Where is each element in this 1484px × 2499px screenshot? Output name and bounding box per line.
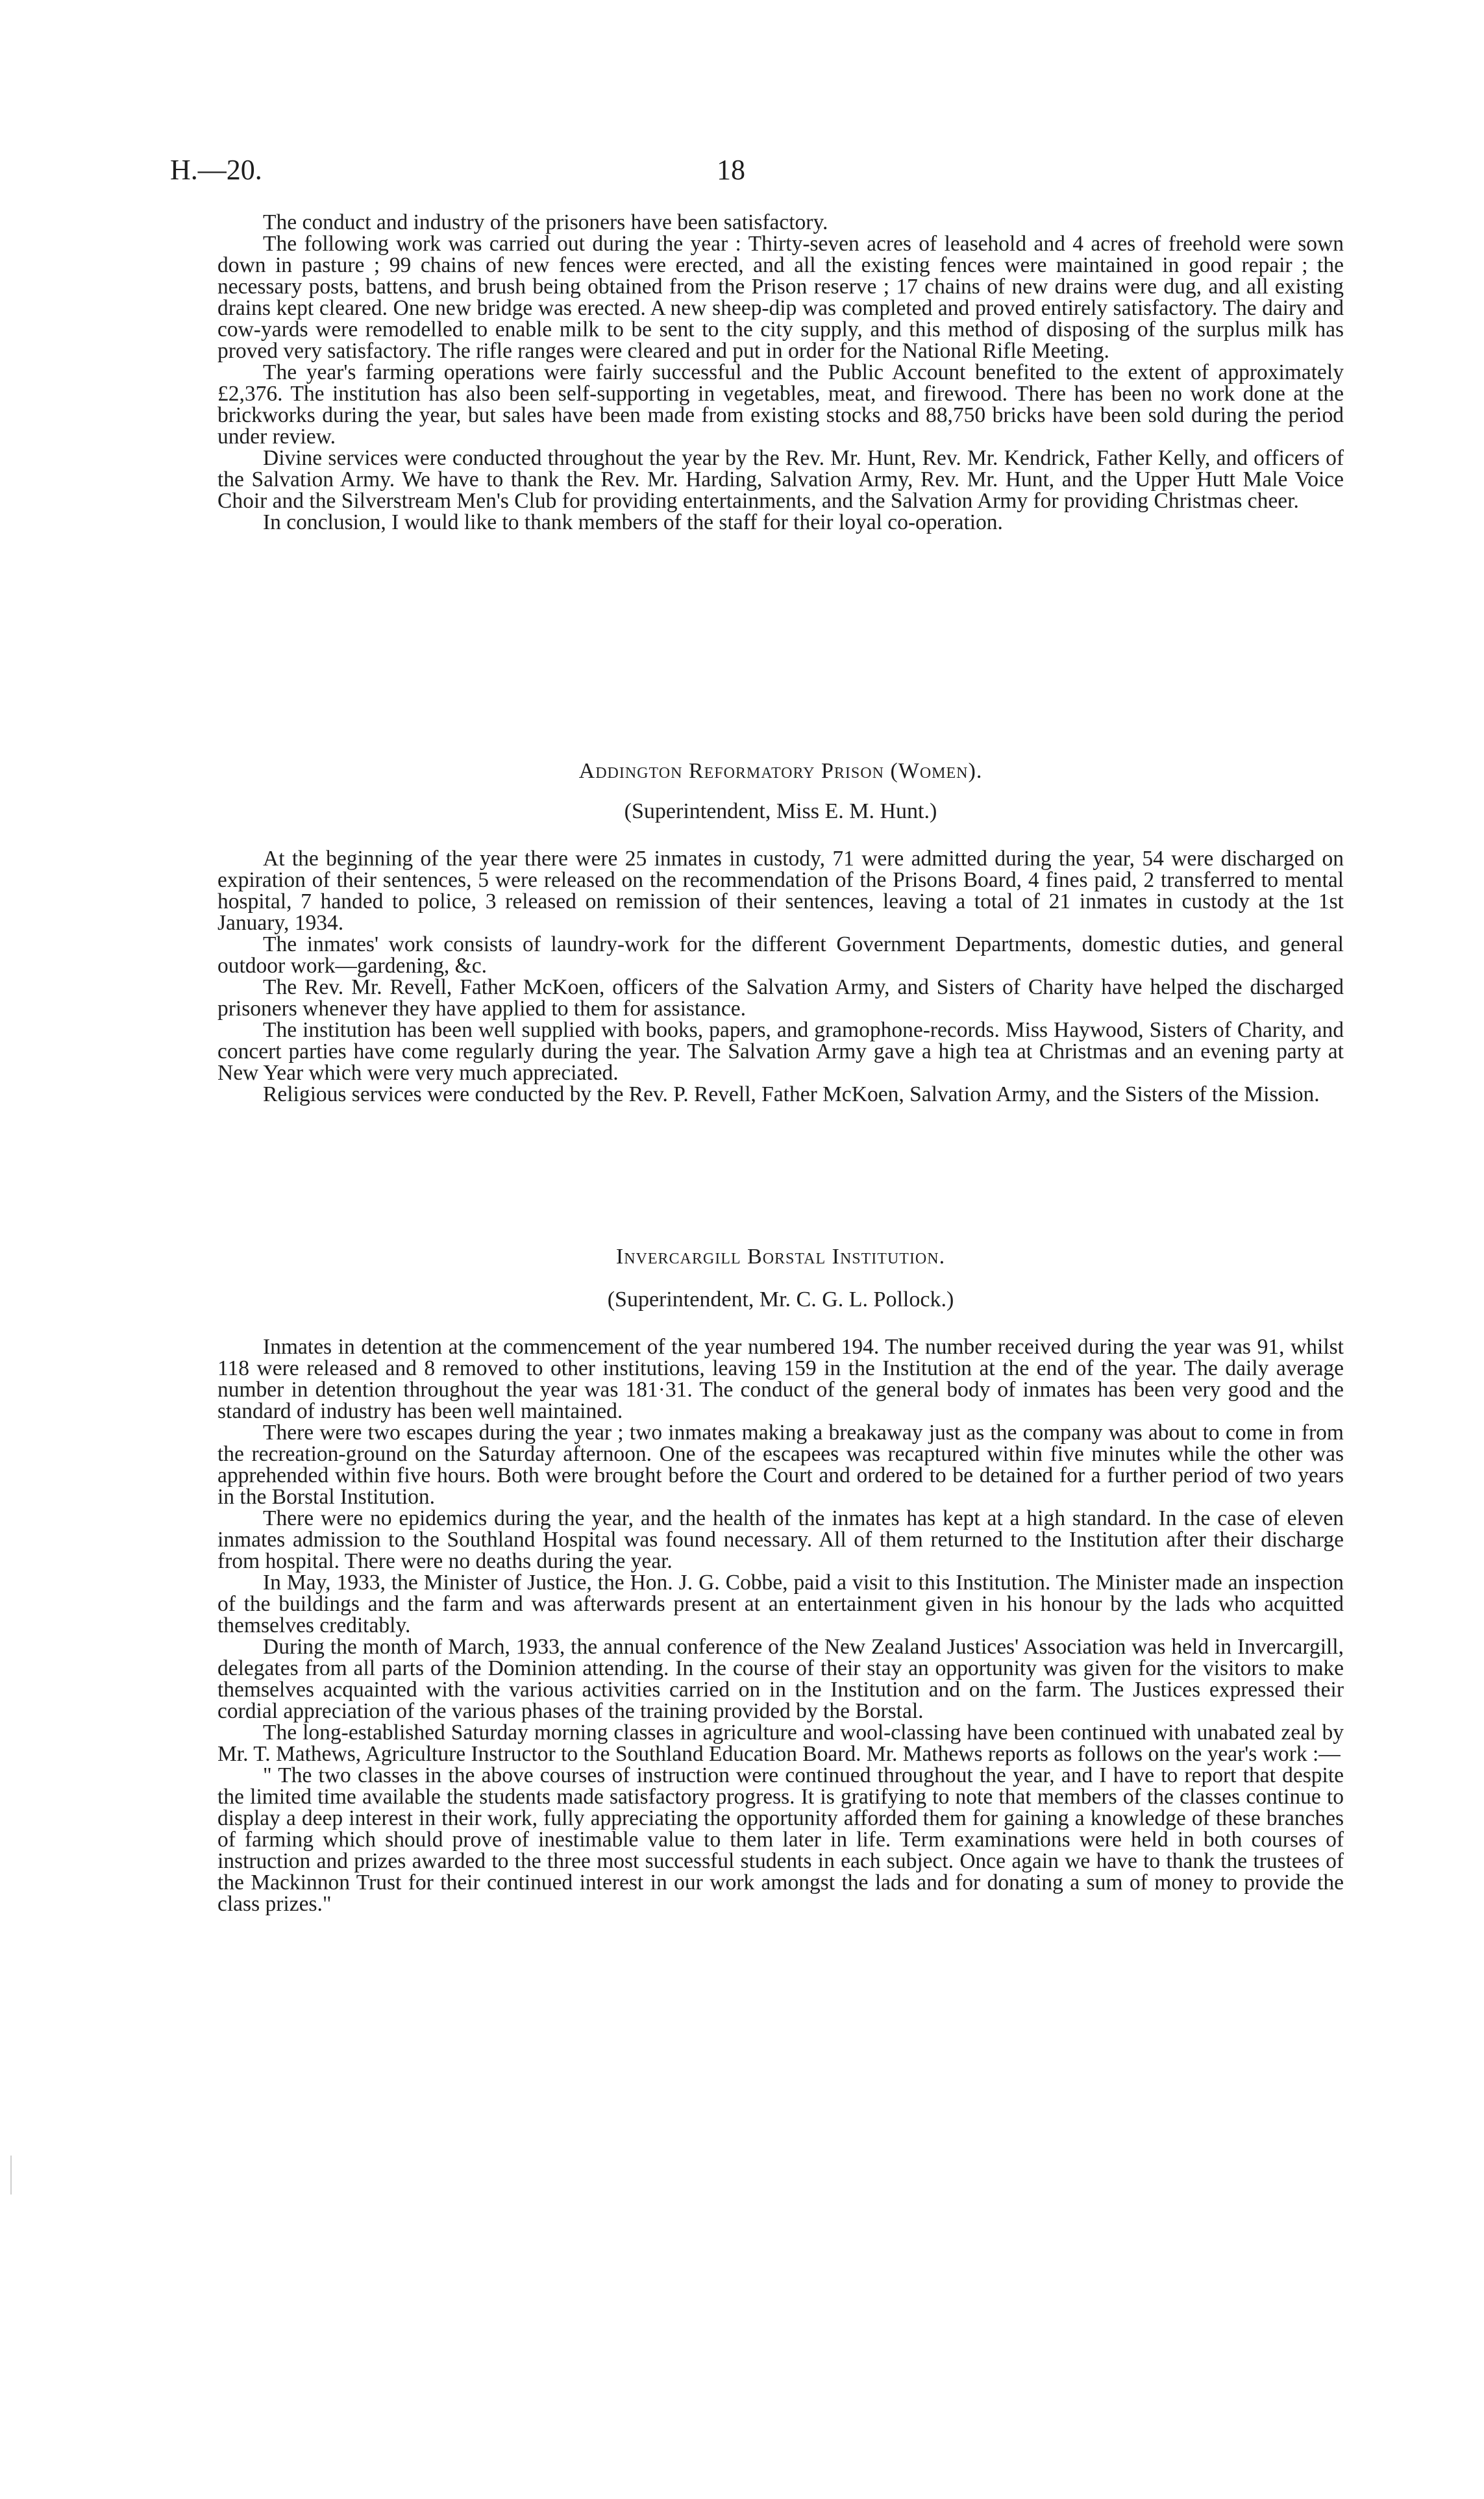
paragraph: " The two classes in the above courses of instruction were continued throughout the year, and I have to report that despite the limited time available the students made satisfactory progress. It is gratifying to note that members of the classes continue to display a deep interest in their work, fully appreciating the opportunity afforded them for gaining a knowledge of these branches of farming which should prove of inestimable value to them later in life. Term examinations were held in both courses of instruction and prizes awarded to the three most successful students in each subject. Once again we have to thank the trustees of the Mackinnon Trust for their continued interest in our work amongst the lads and for donating a sum of money to provide the class prizes." (217, 1763, 1344, 1916)
section-farm-report (217, 212, 1344, 533)
paragraph: The Rev. Mr. Revell, Father McKoen, officers of the Salvation Army, and Sisters of Charity have helped the discharged prisoners whenever they have applied to them for assistance. (217, 975, 1344, 1021)
section-heading-invercargill: Invercargill Borstal Institution. (615, 1245, 946, 1269)
paragraph: The following work was carried out during the year : Thirty-seven acres of leasehold and 4 acres of freehold were sown down in pasture ; 99 chains of new fences were erected, and all the existing fences were maintained in good repair ; the necessary posts, battens, and brush being obtained from the Prison reserve ; 17 chains of new drains were dug, and all existing drains kept cleared. One new bridge was erected. A new sheep-dip was completed and proved entirely satisfactory. The dairy and cow-yards were remodelled to enable milk to be sent to the city supply, and this method of disposing of the surplus milk has proved very satisfactory. The rifle ranges were cleared and put in order for the National Rifle Meeting. (217, 232, 1344, 363)
paragraph: In May, 1933, the Minister of Justice, the Hon. J. G. Cobbe, paid a visit to this Institution. The Minister made an inspection of the buildings and the farm and was afterwards present at an entertainment given in his honour by the lads who acquitted themselves creditably. (217, 1571, 1344, 1637)
paragraph: The institution has been well supplied with books, papers, and gramophone-records. Miss Haywood, Sisters of Charity, and concert parties have come regularly during the year. The Salvation Army gave a high tea at Christmas and an evening party at New Year which were very much appreciated. (217, 1018, 1344, 1085)
paragraph: There were no epidemics during the year, and the health of the inmates has kept at a high standard. In the case of eleven inmates admission to the Southland Hospital was found necessary. All of them returned to the Institution after their discharge from hospital. There were no deaths during the year. (217, 1506, 1344, 1573)
page-number: 18 (717, 154, 745, 186)
paragraph: At the beginning of the year there were 25 inmates in custody, 71 were admitted during the year, 54 were discharged on expiration of their sentences, 5 were released on the recommendation of the Prisons Board, 4 fines paid, 2 transferred to mental hospital, 7 handed to police, 3 released on remission of their sentences, leaving a total of 21 inmates in custody at the 1st January, 1934. (217, 847, 1344, 935)
paragraph: The long-established Saturday morning classes in agriculture and wool-classing have been continued with unabated zeal by Mr. T. Mathews, Agriculture Instructor to the Southland Education Board. Mr. Mathews reports as follows on the year's work :— (217, 1721, 1344, 1766)
paragraph: During the month of March, 1933, the annual conference of the New Zealand Justices' Association was held in Invercargill, delegates from all parts of the Dominion attending. In the course of their stay an opportunity was given for the visitors to make themselves acquainted with the various activities carried on in the Institution and on the farm. The Justices expressed their cordial appreciation of the various phases of the training provided by the Borstal. (217, 1635, 1344, 1723)
paragraph: There were two escapes during the year ; two inmates making a breakaway just as the company was about to come in from the recreation-ground on the Saturday afternoon. One of the escapees was recaptured within five minutes while the other was apprehended within five hours. Both were brought before the Court and ordered to be detained for a further period of two years in the Borstal Institution. (217, 1421, 1344, 1509)
section-heading-addington: Addington Reformatory Prison (Women). (578, 759, 983, 783)
paragraph: Religious services were conducted by the Rev. P. Revell, Father McKoen, Salvation Army, and the Sisters of the Mission. (263, 1082, 1320, 1106)
paragraph: Inmates in detention at the commencement of the year numbered 194. The number received during the year was 91, whilst 118 were released and 8 removed to other institutions, leaving 159 in the Institution at the end of the year. The daily average number in detention throughout the year was 181·31. The conduct of the general body of inmates has been very good and the standard of industry has been well maintained. (217, 1335, 1344, 1423)
section-invercargill (217, 1336, 1344, 1915)
section-subheading-invercargill: (Superintendent, Mr. C. G. L. Pollock.) (607, 1287, 954, 1312)
section-subheading-addington: (Superintendent, Miss E. M. Hunt.) (624, 799, 937, 823)
section-addington (217, 848, 1344, 1105)
scan-margin-mark (10, 2156, 12, 2194)
paragraph: In conclusion, I would like to thank members of the staff for their loyal co-operation. (263, 510, 1003, 534)
paragraph: The conduct and industry of the prisoners have been satisfactory. (263, 210, 828, 234)
paragraph: Divine services were conducted throughout the year by the Rev. Mr. Hunt, Rev. Mr. Kendrick, Father Kelly, and officers of the Salvation Army. We have to thank the Rev. Mr. Harding, Salvation Army, Rev. Mr. Hunt, and the Upper Hutt Male Voice Choir and the Silverstream Men's Club for providing entertainments, and the Salvation Army for providing Christmas cheer. (217, 446, 1344, 513)
document-reference: H.—20. (170, 154, 262, 186)
paragraph: The year's farming operations were fairly successful and the Public Account benefited to the extent of approximately £2,376. The institution has also been self-supporting in vegetables, meat, and firewood. There has been no work done at the brickworks during the year, but sales have been made from existing stocks and 88,750 bricks have been sold during the period under review. (217, 360, 1344, 449)
paragraph: The inmates' work consists of laundry-work for the different Government Departments, domestic duties, and general outdoor work—gardening, &c. (217, 932, 1344, 978)
